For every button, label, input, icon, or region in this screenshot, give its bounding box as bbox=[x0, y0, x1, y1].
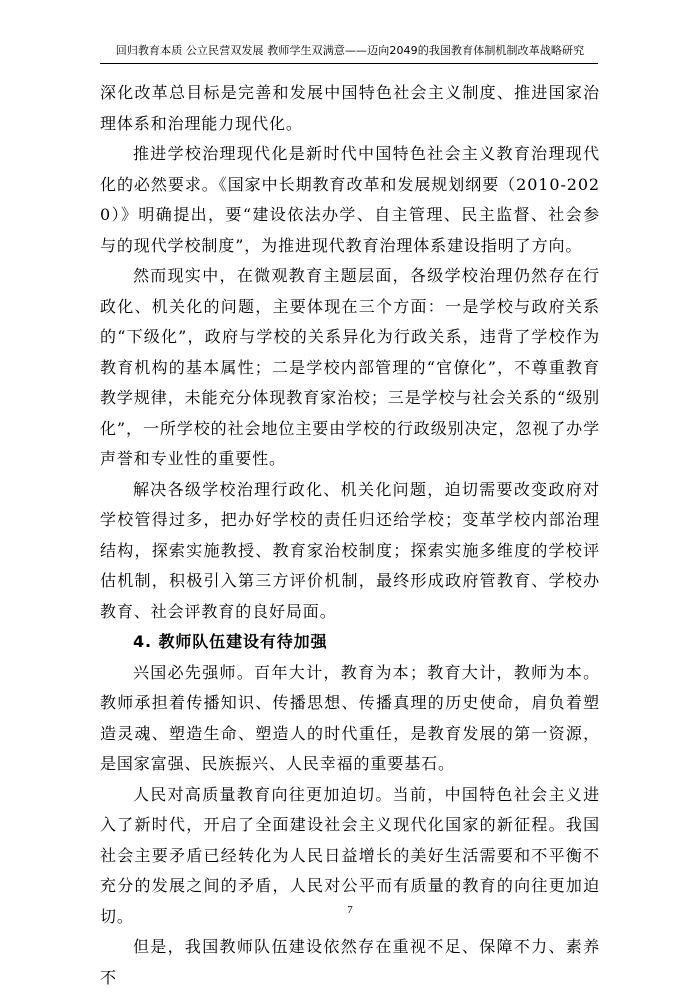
paragraph-teacher-problems: 但是，我国教师队伍建设依然存在重视不足、保障不力、素养不 bbox=[100, 937, 600, 987]
section-heading: 4. 教师队伍建设有待加强 bbox=[133, 632, 328, 651]
paragraph-administrative-issues: 然而现实中，在微观教育主题层面，各级学校治理仍然存在行政化、机关化的问题，主要体现在三个方面：一是学校与政府关系的“下级化”，政府与学校的关系异化为行政关系，违背了学校作为教育机构的基本属性；二是学校内部管理的“官僚化”，不尊重教育教学规律，未能充分体现教育家治校；三是学校与社会关系的“级别化”，一所学校的社会地位主要由学校的行政级别决定，忽视了办学声誉和专业性的重要性。 bbox=[100, 266, 600, 468]
running-header: 回归教育本质 公立民营双发展 教师学生双满意——迈向2049的我国教育体制机制改革战略研究 bbox=[115, 44, 585, 57]
paragraph-solutions: 解决各级学校治理行政化、机关化问题，迫切需要改变政府对学校管得过多，把办好学校的责任归还给学校；变革学校内部治理结构，探索实施教授、教育家治校制度；探索实施多维度的学校评估机制，积极引入第三方评价机制，最终形成政府管教育、学校办教育、社会评教育的良好局面。 bbox=[100, 479, 600, 621]
paragraph-public-demand: 人民对高质量教育向往更加迫切。当前，中国特色社会主义进入了新时代，开启了全面建设社会主义现代化国家的新征程。我国社会主要矛盾已经转化为人民日益增长的美好生活需要和不平衡不充分的发展之间的矛盾，人民对公平而有质量的教育的向往更加迫切。 bbox=[100, 784, 600, 926]
page-number: 7 bbox=[347, 904, 353, 916]
paragraph-continued: 深化改革总目标是完善和发展中国特色社会主义制度、推进国家治理体系和治理能力现代化。 bbox=[100, 83, 600, 133]
header-divider bbox=[100, 63, 598, 64]
document-body bbox=[100, 78, 600, 993]
paragraph-teachers-importance: 兴国必先强师。百年大计，教育为本；教育大计，教师为本。教师承担着传播知识、传播思想、传播真理的历史使命，肩负着塑造灵魂、塑造生命、塑造人的时代重任，是教育发展的第一资源，是国家富强、民族振兴、人民幸福的重要基石。 bbox=[100, 662, 600, 773]
paragraph-school-governance: 推进学校治理现代化是新时代中国特色社会主义教育治理现代化的必然要求。《国家中长期教育改革和发展规划纲要（2010-2020）》明确提出，要“建设依法办学、自主管理、民主监督、社会参与的现代学校制度”，为推进现代教育治理体系建设指明了方向。 bbox=[100, 144, 600, 255]
